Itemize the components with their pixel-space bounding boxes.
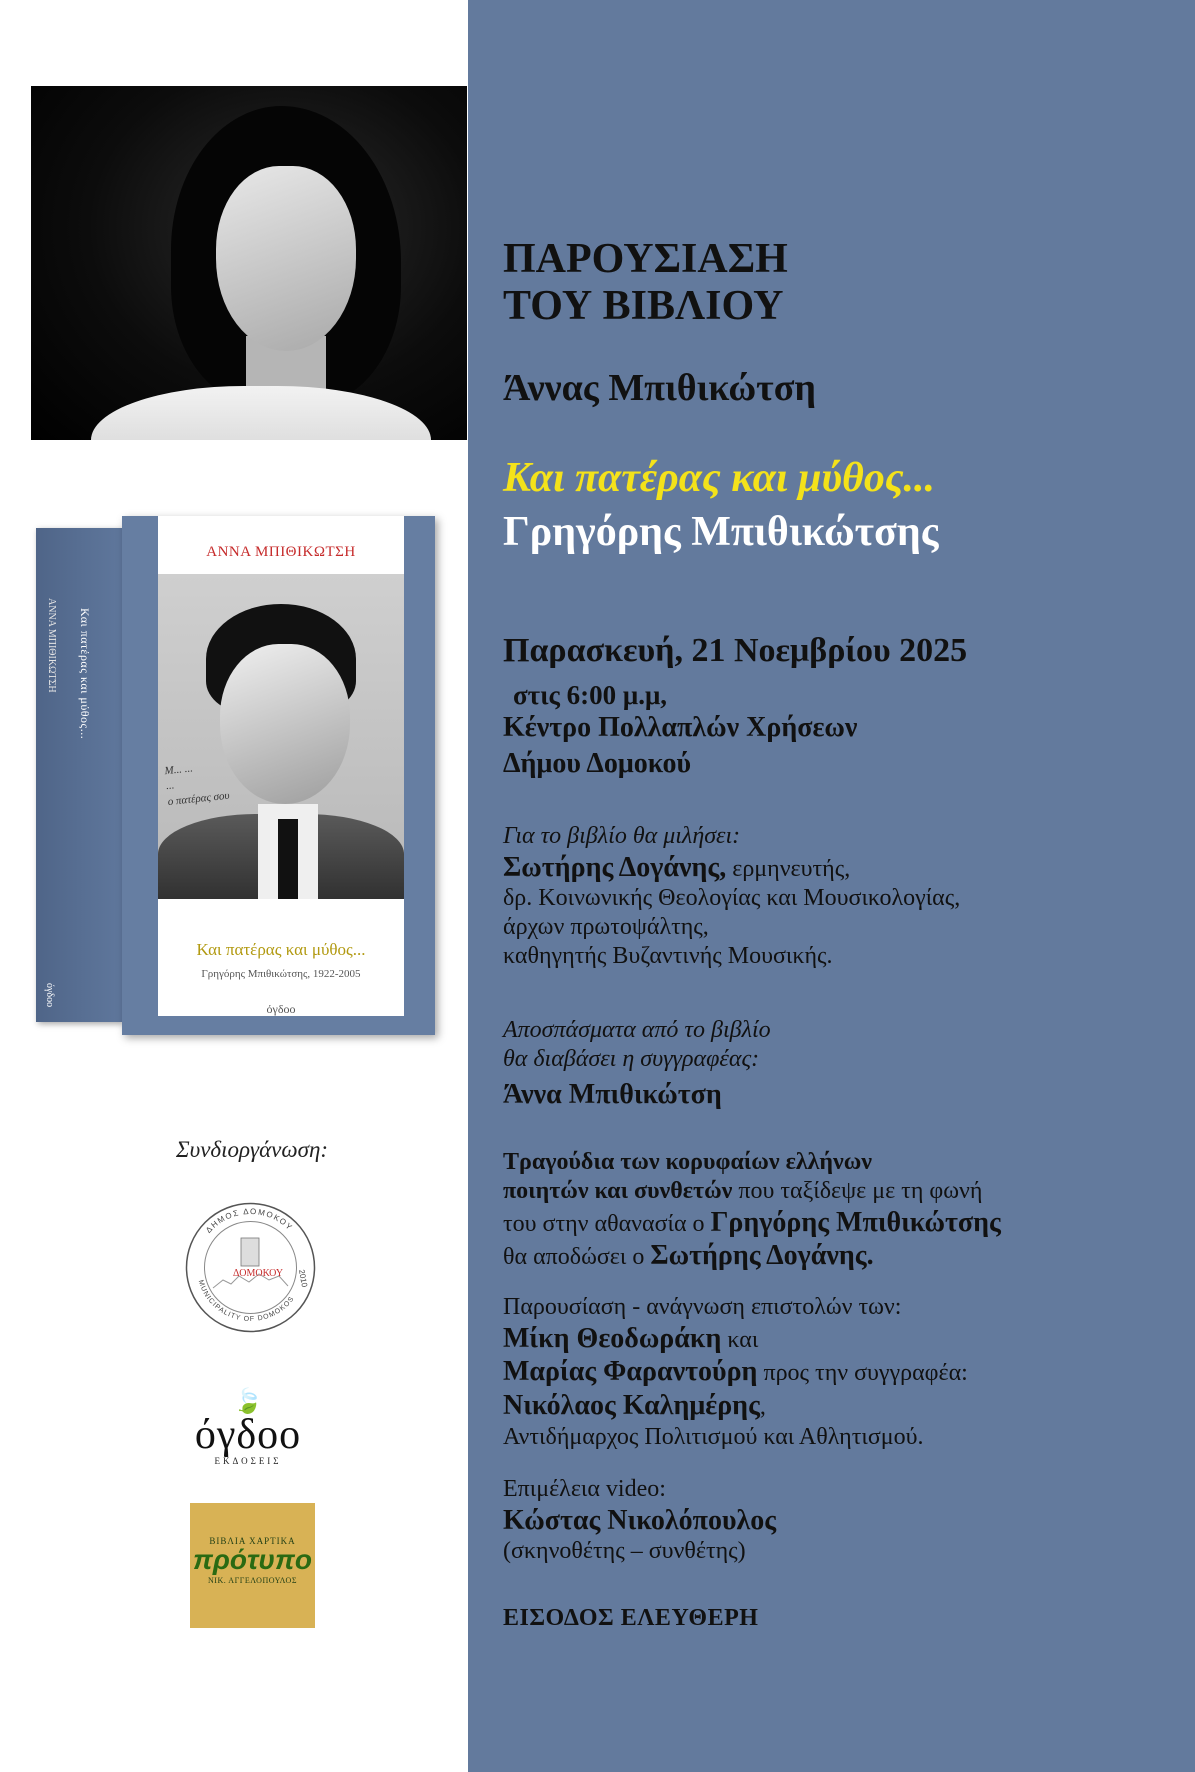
readings-name: Άννα Μπιθικώτση: [503, 1078, 722, 1110]
book-subtitle: Γρηγόρης Μπιθικώτσης: [503, 509, 939, 555]
ogdoo-publisher-logo: [178, 1390, 318, 1466]
cover-title: Και πατέρας και μύθος...: [196, 940, 366, 959]
prototypo-brand: πρότυπο: [192, 1544, 313, 1575]
letters-reader-comma: ,: [759, 1393, 766, 1420]
video-section: [503, 1475, 1183, 1566]
letters-and: και: [721, 1326, 759, 1353]
cover-photo: [158, 574, 404, 899]
letters-name-2: Μαρίας Φαραντούρη: [503, 1356, 758, 1388]
event-date: Παρασκευή, 21 Νοεμβρίου 2025: [503, 632, 968, 669]
free-entry-notice: ΕΙΣΟΔΟΣ ΕΛΕΥΘΕΡΗ: [503, 1605, 759, 1631]
letters-to: προς την συγγραφέα:: [757, 1360, 968, 1387]
event-time: στις 6:00 μ.μ,: [513, 680, 667, 710]
songs-line-2-rest: που ταξίδεψε με τη φωνή: [732, 1177, 983, 1204]
cover-author: ΑΝΝΑ ΜΠΙΘΙΚΩΤΣΗ: [206, 544, 356, 560]
speaker-role-2: δρ. Κοινωνικής Θεολογίας και Μουσικολογίας,: [503, 885, 961, 912]
prototypo-top: ΒΙΒΛΙΑ ΧΑΡΤΙΚΑ: [209, 1536, 296, 1546]
municipality-domokos-seal-logo: [183, 1200, 318, 1335]
author-portrait-photo: [31, 86, 467, 440]
readings-section: [503, 1016, 1183, 1111]
songs-section: [503, 1148, 1193, 1273]
speaker-name: Σωτήρης Δογάνης,: [503, 851, 727, 883]
presentation-line-2: ΤΟΥ ΒΙΒΛΙΟΥ: [503, 283, 784, 330]
video-intro: Επιμέλεια video:: [503, 1476, 666, 1502]
seal-bottom-text: MUNICIPALITY OF DOMOKOS: [196, 1279, 296, 1324]
speaker-section: [503, 822, 1183, 971]
cover-publisher: όγδοο: [266, 1002, 296, 1016]
book-title: Και πατέρας και μύθος...: [503, 455, 936, 501]
left-column: [0, 0, 468, 1772]
songs-line-1: Τραγούδια των κορυφαίων ελλήνων: [503, 1149, 873, 1175]
book-spine: [36, 528, 122, 1022]
seal-center-text: ΔΟΜΟΚΟΥ: [233, 1268, 284, 1279]
svg-text:MUNICIPALITY OF DOMOKOS: [197, 1279, 296, 1323]
book-front-cover: [122, 516, 435, 1035]
prototypo-bookstore-logo: [190, 1503, 315, 1628]
songs-line-4-start: θα αποδώσει ο: [503, 1244, 651, 1271]
spine-publisher: όγδοο: [44, 983, 55, 1008]
video-name: Κώστας Νικολόπουλος: [503, 1504, 777, 1536]
readings-intro-2: θα διαβάσει η συγγραφέας:: [503, 1045, 760, 1072]
presentation-line-1: ΠΑΡΟΥΣΙΑΣΗ: [503, 236, 788, 282]
cover-subtitle: Γρηγόρης Μπιθικώτσης, 1922-2005: [201, 968, 361, 980]
event-venue-line-2: Δήμου Δομοκού: [503, 748, 692, 779]
spine-title: Και πατέρας και μύθος...: [78, 608, 92, 740]
book-cover-mockup: [36, 516, 435, 1035]
leaf-icon: 🍃: [233, 1389, 263, 1415]
cover-inscription: Μ... ... ... ο πατέρας σου: [163, 762, 231, 808]
coorganization-label: Συνδιοργάνωση:: [175, 1137, 329, 1162]
speaker-role-4: καθηγητής Βυζαντινής Μουσικής.: [503, 942, 833, 969]
video-role: (σκηνοθέτης – συνθέτης): [503, 1538, 746, 1565]
seal-year: 2010: [297, 1268, 309, 1288]
ogdoo-sub: ΕΚΔΟΣΕΙΣ: [214, 1456, 282, 1466]
letters-intro: Παρουσίαση - ανάγνωση επιστολών των:: [503, 1294, 902, 1320]
speaker-intro: Για το βιβλίο θα μιλήσει:: [503, 823, 741, 849]
speaker-role-1: ερμηνευτής,: [726, 855, 851, 882]
presentation-heading: [503, 236, 788, 330]
event-venue-line-1: Κέντρο Πολλαπλών Χρήσεων: [503, 712, 858, 743]
letters-reader: Νικόλαος Καλημέρης: [503, 1389, 760, 1421]
speaker-role-3: άρχων πρωτοψάλτης,: [503, 914, 709, 941]
letters-section: [503, 1293, 1193, 1451]
letters-name-1: Μίκη Θεοδωράκη: [503, 1322, 722, 1354]
readings-intro-1: Αποσπάσματα από το βιβλίο: [503, 1017, 771, 1043]
songs-line-3-start: του στην αθανασία ο: [503, 1210, 711, 1237]
author-name: Άννας Μπιθικώτση: [503, 367, 816, 409]
songs-line-3-bold: Γρηγόρης Μπιθικώτσης: [710, 1206, 1001, 1238]
letters-reader-role: Αντιδήμαρχος Πολιτισμού και Αθλητισμού.: [503, 1423, 924, 1450]
seal-top-text: ΔΗΜΟΣ ΔΟΜΟΚΟΥ: [204, 1206, 295, 1235]
songs-line-4-bold: Σωτήρης Δογάνης.: [650, 1240, 874, 1272]
ogdoo-wordmark: όγδοο: [194, 1412, 302, 1458]
prototypo-bottom: ΝΙΚ. ΑΓΓΕΛΟΠΟΥΛΟΣ: [208, 1576, 297, 1585]
spine-author: ΑΝΝΑ ΜΠΙΘΙΚΩΤΣΗ: [46, 598, 57, 693]
songs-line-2-bold: ποιητών και συνθετών: [503, 1177, 733, 1204]
